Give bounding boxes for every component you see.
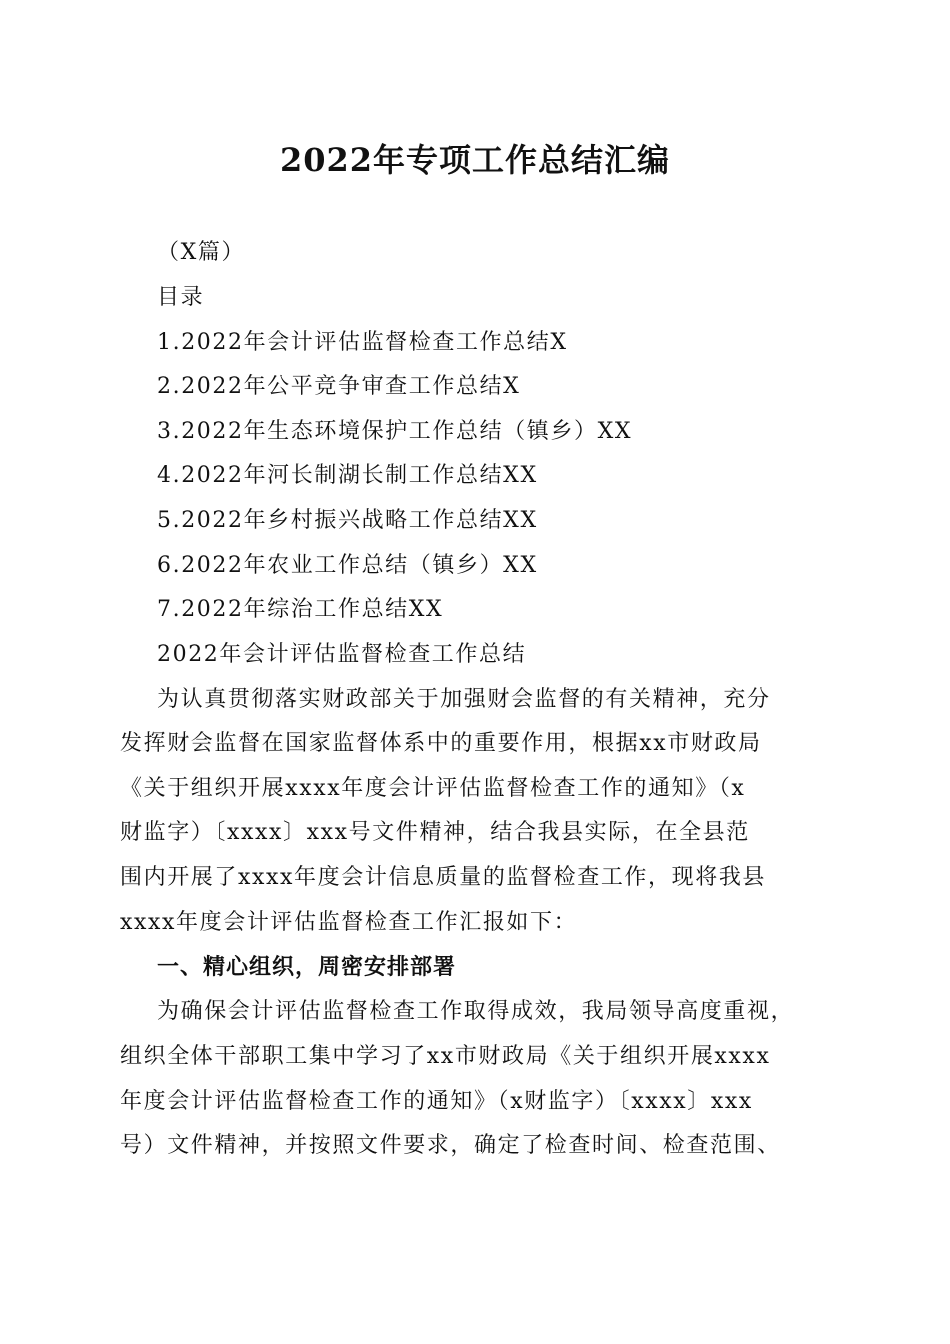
toc-item: 4.2022年河长制湖长制工作总结XX	[157, 463, 538, 488]
section-heading: 一、精心组织，周密安排部署	[157, 955, 457, 980]
toc-item: 6.2022年农业工作总结（镇乡）XX	[157, 553, 538, 578]
article-title: 2022年会计评估监督检查工作总结	[157, 642, 527, 667]
document-title: 2022年专项工作总结汇编	[279, 141, 671, 179]
toc-label: 目录	[157, 285, 205, 310]
paragraph-line: 年度会计评估监督检查工作的通知》（x财监字）〔xxxx〕xxx	[120, 1089, 753, 1114]
paragraph-line: 为认真贯彻落实财政部关于加强财会监督的有关精神，充分	[157, 687, 771, 712]
paragraph-line: 组织全体干部职工集中学习了xx市财政局《关于组织开展xxxx	[120, 1044, 771, 1069]
paragraph-line: xxxx年度会计评估监督检查工作汇报如下：	[120, 910, 578, 935]
paragraph-line: 发挥财会监督在国家监督体系中的重要作用，根据xx市财政局	[120, 731, 762, 756]
toc-item: 1.2022年会计评估监督检查工作总结X	[157, 330, 568, 355]
toc-item: 7.2022年综治工作总结XX	[157, 597, 444, 622]
paragraph-line: 为确保会计评估监督检查工作取得成效，我局领导高度重视，	[157, 999, 795, 1024]
toc-item: 3.2022年生态环境保护工作总结（镇乡）XX	[157, 419, 633, 444]
document-subtitle: （X篇）	[157, 240, 246, 265]
paragraph-line: 围内开展了xxxx年度会计信息质量的监督检查工作，现将我县	[120, 865, 767, 890]
paragraph-line: 《关于组织开展xxxx年度会计评估监督检查工作的通知》（x	[120, 776, 746, 801]
toc-item: 2.2022年公平竞争审查工作总结X	[157, 374, 521, 399]
toc-item: 5.2022年乡村振兴战略工作总结XX	[157, 508, 538, 533]
paragraph-line: 号）文件精神，并按照文件要求，确定了检查时间、检查范围、	[120, 1133, 781, 1158]
paragraph-line: 财监字）〔xxxx〕xxx号文件精神，结合我县实际，在全县范	[120, 820, 750, 845]
